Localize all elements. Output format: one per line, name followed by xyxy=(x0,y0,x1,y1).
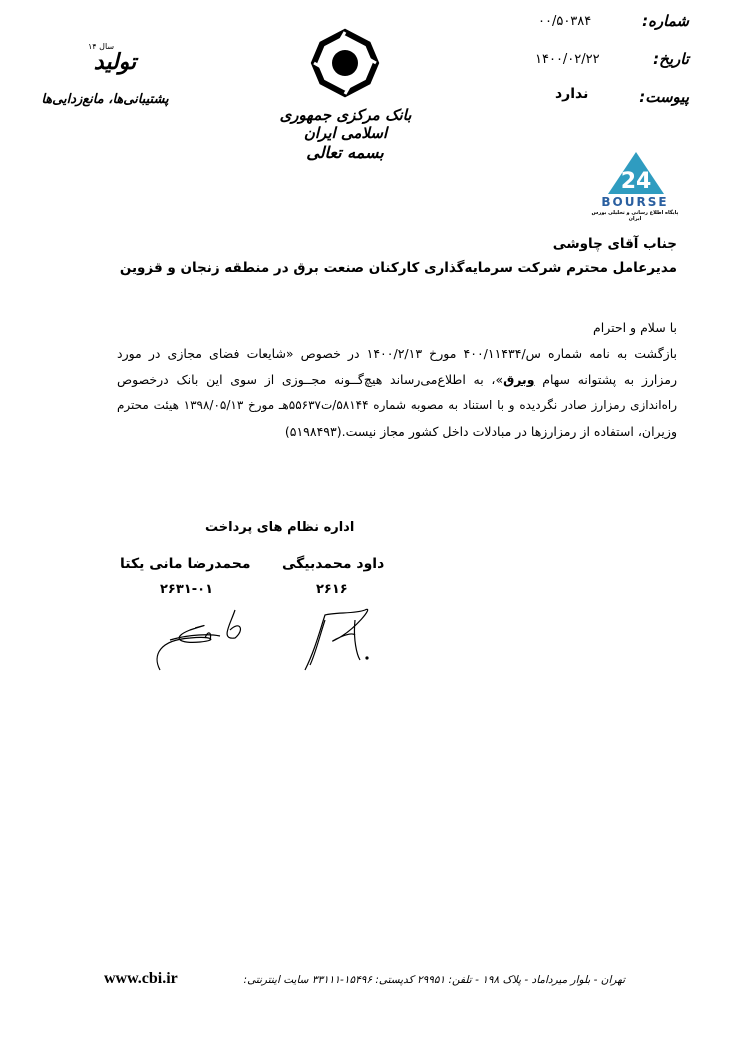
signer2-name: محمدرضا مانی یکتا xyxy=(120,556,251,572)
signature-2-icon xyxy=(150,600,250,675)
bank-name: بانک مرکزی جمهوری اسلامی ایران xyxy=(279,106,412,142)
attachment-value: ندارد xyxy=(555,86,589,102)
date-value: ۱۴۰۰/۰۲/۲۲ xyxy=(535,52,600,67)
recipient-title: مدیرعامل محترم شرکت سرمایه‌گذاری کارکنان صنعت برق در منطقه زنجان و قزوین xyxy=(119,260,677,276)
slogan-subtitle: پشتیبانی‌ها، مانع‌زدایی‌ها xyxy=(41,92,169,107)
number-value: ۰۰/۵۰۳۸۴ xyxy=(538,14,592,29)
body-line-4: راه‌اندازی رمزارز صادر نگردیده و با استناد به مصوبه شماره ۵۸۱۴۴/ت۵۵۶۳۷هـ مورخ ۱۳۹۸/۰۵/۱۳ هیئت محترم xyxy=(117,398,677,412)
slogan-year: سال ۱۴ xyxy=(88,42,115,51)
slogan-title: تولید xyxy=(93,50,137,75)
bourse-logo-subtitle: پایگاه اطلاع رسانی و تحلیلی بورس ایران xyxy=(591,210,679,222)
bourse-logo-text: BOURSE xyxy=(601,195,669,209)
signer1-code: ۲۶۱۶ xyxy=(316,582,348,597)
signer2-code: ۲۶۳۱-۰۱ xyxy=(160,582,214,597)
greeting: با سلام و احترام xyxy=(593,320,677,335)
body-line-3 xyxy=(117,372,677,387)
attachment-label: پیوست: xyxy=(639,88,689,106)
body-line-3-a: رمزارز به پشتوانه سهام xyxy=(534,372,677,387)
central-bank-logo-icon xyxy=(310,28,380,98)
recipient-name: جناب آقای چاوشی xyxy=(552,236,677,252)
footer-website-link[interactable]: www.cbi.ir xyxy=(104,970,178,987)
date-label: تاریخ: xyxy=(653,50,689,68)
signer1-name: داود محمدبیگی xyxy=(282,556,385,572)
invocation: بسمه تعالی xyxy=(306,143,384,162)
body-line-3-b: »، به اطلاع‌می‌رساند هیچ‌گــونه مجــوزی از سوی این بانک درخصوص xyxy=(117,372,504,387)
signature-1-icon xyxy=(295,600,385,675)
stock-symbol: وبرق xyxy=(503,372,535,387)
svg-text:24: 24 xyxy=(620,169,652,194)
footer-address: تهران - بلوار میرداماد - پلاک ۱۹۸ - تلفن: ۲۹۹۵۱ کدپستی: ۱۵۴۹۶-۳۳۱۱۱ سایت اینترنتی: xyxy=(243,974,625,986)
bourse-logo-icon xyxy=(606,150,666,195)
body-line-2: بازگشت به نامه شماره س/۴۰۰/۱۱۴۳۴ مورخ ۱۴۰۰/۲/۱۳ در خصوص «شایعات فضای مجازی در مورد xyxy=(117,346,677,361)
number-label: شماره: xyxy=(642,12,689,30)
department-name: اداره نظام های پرداخت xyxy=(205,520,355,535)
body-line-5: وزیران، استفاده از رمزارزها در مبادلات داخل کشور مجاز نیست.(۵۱۹۸۴۹۳) xyxy=(284,424,677,439)
